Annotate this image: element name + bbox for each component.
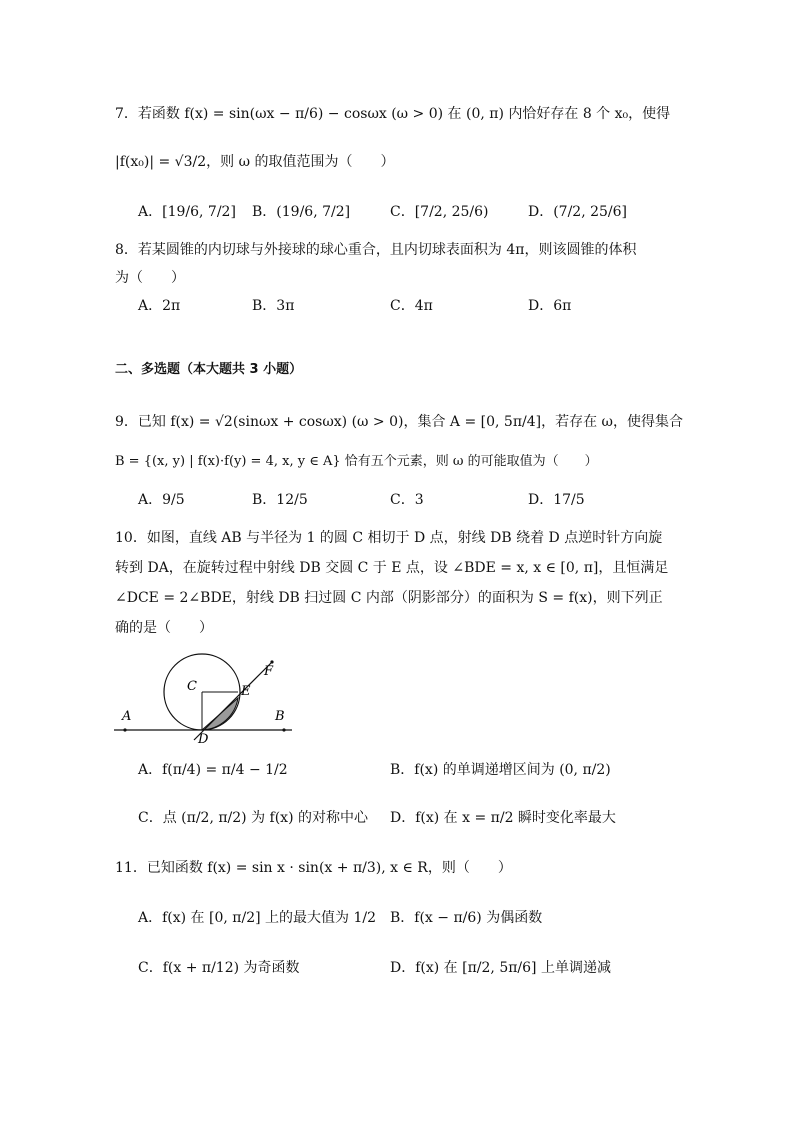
q11-option-b: B．f(x − π/6) 为偶函数 (390, 910, 543, 926)
q10-option-c: C．点 (π/2, π/2) 为 f(x) 的对称中心 (138, 810, 368, 826)
q9-option-c: C．3 (390, 492, 424, 508)
q9-option-d: D．17/5 (528, 492, 585, 508)
label-a: A (122, 709, 132, 724)
q9-option-b: B．12/5 (252, 492, 308, 508)
q8-option-a: A．2π (138, 298, 181, 314)
q10-option-d: D．f(x) 在 x = π/2 瞬时变化率最大 (390, 810, 616, 826)
q7-option-b: B．(19/6, 7/2] (252, 204, 351, 220)
q11-option-a: A．f(x) 在 [0, π/2] 上的最大值为 1/2 (138, 910, 376, 926)
section-heading: 二、多选题（本大题共 3 小题） (115, 362, 303, 377)
q10-line3: ∠DCE = 2∠BDE，射线 DB 扫过圆 C 内部（阴影部分）的面积为 S = f(x)，则下列正 (115, 590, 663, 606)
q7-line2: |f(x₀)| = √3/2，则 ω 的取值范围为（ ） (115, 154, 395, 170)
q8-line1: 8．若某圆锥的内切球与外接球的球心重合，且内切球表面积为 4π，则该圆锥的体积 (115, 242, 637, 258)
label-f: F (264, 664, 274, 679)
q7-option-c: C．[7/2, 25/6) (390, 204, 489, 220)
q7-line1: 7．若函数 f(x) = sin(ωx − π/6) − cosωx (ω > 0) 在 (0, π) 内恰好存在 8 个 x₀，使得 (115, 106, 671, 122)
q9-line2: B = {(x, y) | f(x)·f(y) = 4, x, y ∈ A} 恰有五个元素，则 ω 的可能取值为（ ） (115, 454, 598, 469)
q7-option-d: D．(7/2, 25/6] (528, 204, 628, 220)
q8-option-b: B．3π (252, 298, 295, 314)
q10-option-a: A．f(π/4) = π/4 − 1/2 (138, 762, 288, 778)
q11-option-c: C．f(x + π/12) 为奇函数 (138, 960, 300, 976)
q11-option-d: D．f(x) 在 [π/2, 5π/6] 上单调递减 (390, 960, 611, 976)
q10-line2: 转到 DA，在旋转过程中射线 DB 交圆 C 于 E 点，设 ∠BDE = x, x ∈ [0, π]，且恒满足 (115, 560, 669, 576)
q10-line4: 确的是（ ） (115, 620, 213, 636)
q9-line1: 9．已知 f(x) = √2(sinωx + cosωx) (ω > 0)，集合 A = [0, 5π/4]，若存在 ω，使得集合 (115, 414, 683, 430)
label-e: E (241, 684, 251, 699)
q11-line1: 11．已知函数 f(x) = sin x · sin(x + π/3), x ∈ R，则（ ） (115, 860, 512, 876)
q9-option-a: A．9/5 (138, 492, 185, 508)
point-a (123, 728, 126, 731)
q10-option-b: B．f(x) 的单调递增区间为 (0, π/2) (390, 762, 611, 778)
q8-option-d: D．6π (528, 298, 572, 314)
label-b: B (275, 709, 285, 724)
label-c: C (187, 679, 197, 694)
q10-figure (112, 650, 297, 745)
q8-line2: 为（ ） (115, 270, 185, 286)
q10-line1: 10．如图，直线 AB 与半径为 1 的圆 C 相切于 D 点，射线 DB 绕着 D 点逆时针方向旋 (115, 530, 663, 546)
label-d: D (198, 732, 209, 745)
q8-option-c: C．4π (390, 298, 433, 314)
point-b (282, 728, 285, 731)
ray-df (194, 662, 272, 740)
q7-option-a: A．[19/6, 7/2] (138, 204, 236, 220)
